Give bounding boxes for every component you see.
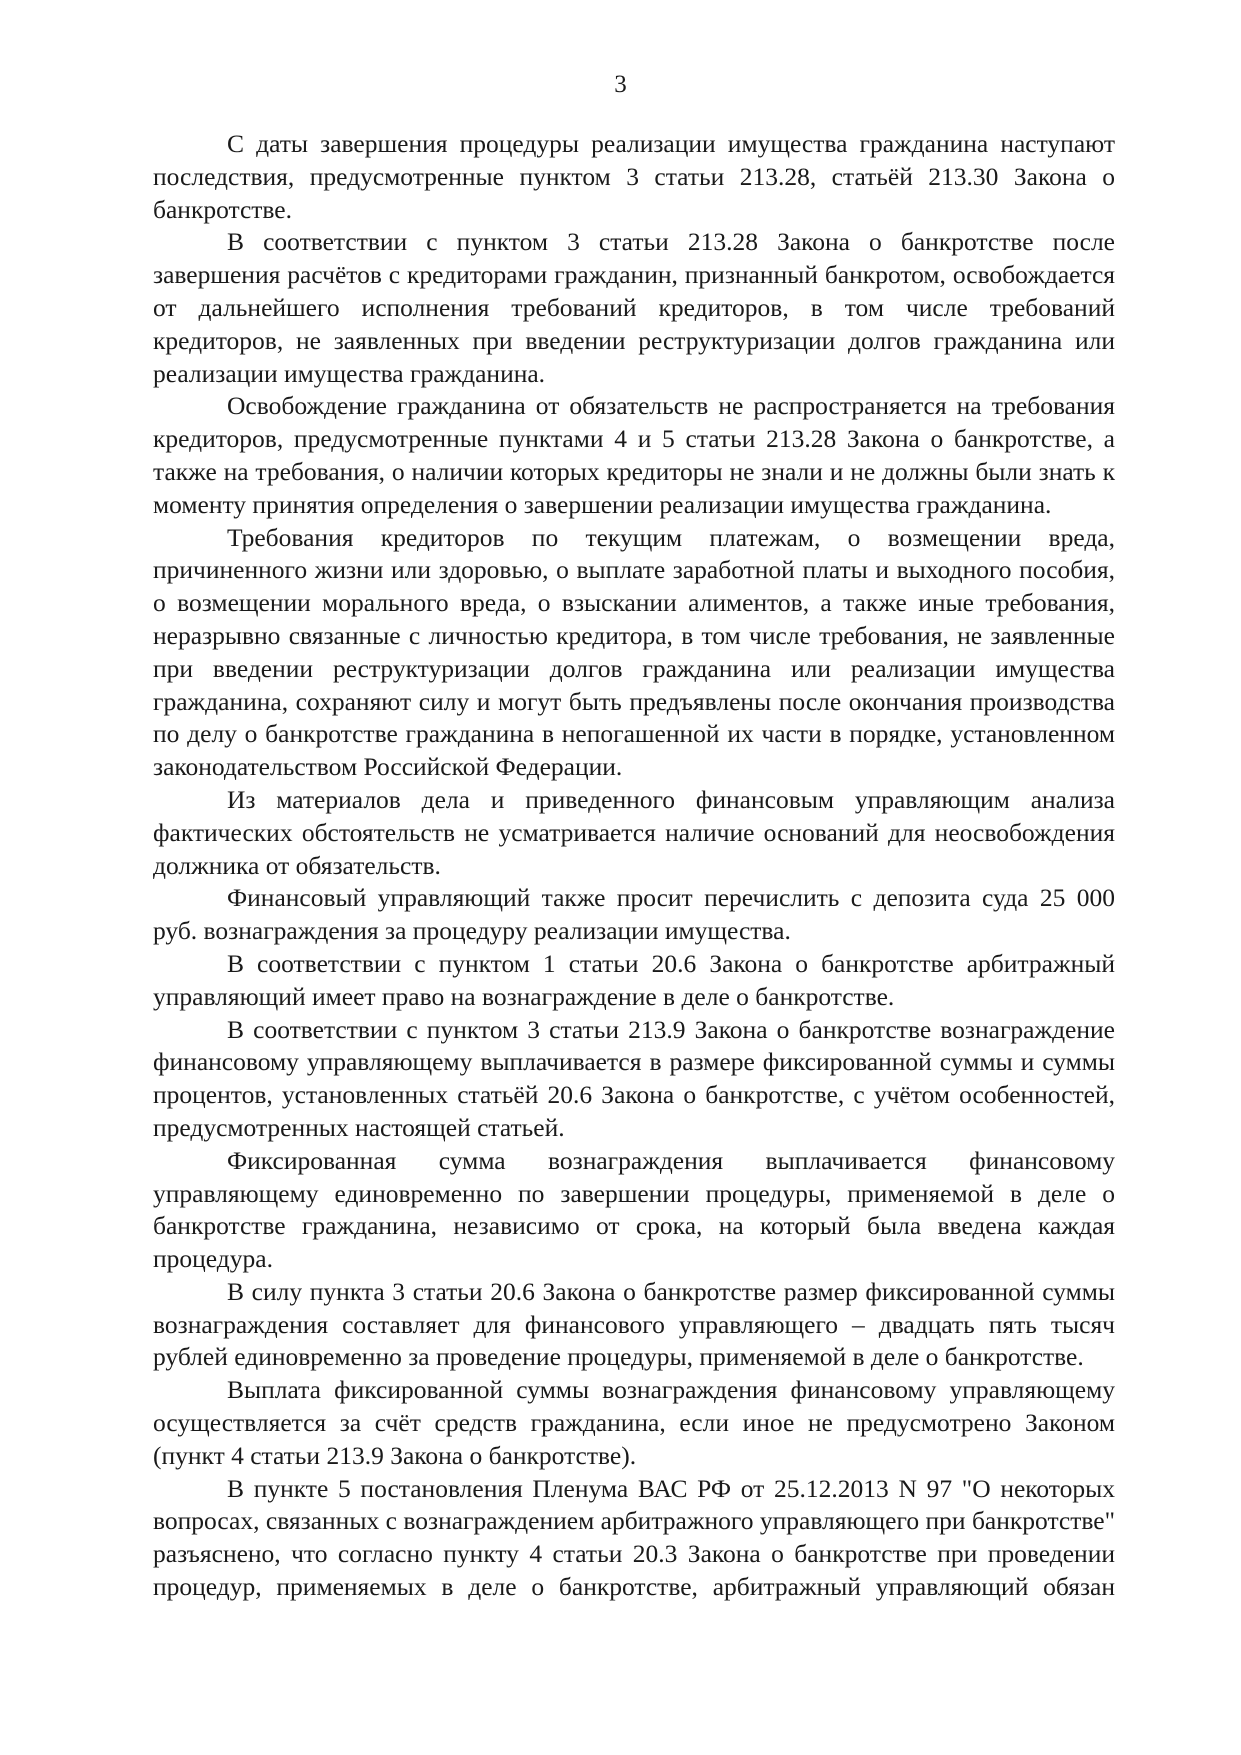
paragraph-11: Выплата фиксированной суммы вознаграждения финансовому управляющему осуществляется за счёт средств гражданина, если иное не предусмотрено Законом (пункт 4 статьи 213.9 Закона о банкротстве). — [153, 1375, 1115, 1470]
paragraph-9: Фиксированная сумма вознаграждения выплачивается финансовому управляющему единовременно по завершении процедуры, применяемой в деле о банкротстве гражданина, независимо от срока, на который была введена каждая процедура. — [153, 1145, 1115, 1274]
paragraph-4: Требования кредиторов по текущим платежам, о возмещении вреда, причиненного жизни или здоровью, о выплате заработной платы и выходного пособия, о возмещении морального вреда, о взыскании алиментов, а также иные требования, неразрывно связанные с личностью кредитора, в том числе требования, не заявленные при введении реструктуризации долгов гражданина или реализации имущества гражданина, сохраняют силу и могут быть предъявлены после окончания производства по делу о банкротстве гражданина в непогашенной их части в порядке, установленном законодательством Российской Федерации. — [153, 522, 1115, 782]
paragraph-6: Финансовый управляющий также просит перечислить с депозита суда 25 000 руб. вознаграждения за процедуру реализации имущества. — [153, 883, 1115, 946]
page-number: 3 — [614, 71, 627, 98]
paragraph-1: С даты завершения процедуры реализации имущества гражданина наступают последствия, предусмотренные пунктом 3 статьи 213.28, статьёй 213.30 Закона о банкротстве. — [153, 129, 1115, 224]
paragraph-8: В соответствии с пунктом 3 статьи 213.9 Закона о банкротстве вознаграждение финансовому управляющему выплачивается в размере фиксированной суммы и суммы процентов, установленных статьёй 20.6 Закона о банкротстве, с учётом особенностей, предусмотренных настоящей статьей. — [153, 1014, 1115, 1142]
paragraph-3: Освобождение гражданина от обязательств не распространяется на требования кредиторов, предусмотренные пунктами 4 и 5 статьи 213.28 Закона о банкротстве, а также на требования, о наличии которых кредиторы не знали и не должны были знать к моменту принятия определения о завершении реализации имущества гражданина. — [153, 391, 1115, 519]
paragraph-10: В силу пункта 3 статьи 20.6 Закона о банкротстве размер фиксированной суммы вознаграждения составляет для финансового управляющего – двадцать пять тысяч рублей единовременно за проведение процедуры, применяемой в деле о банкротстве. — [153, 1276, 1115, 1372]
paragraph-5: Из материалов дела и приведенного финансовым управляющим анализа фактических обстоятельств не усматривается наличие оснований для неосвобождения должника от обязательств. — [153, 784, 1115, 880]
paragraph-7: В соответствии с пунктом 1 статьи 20.6 Закона о банкротстве арбитражный управляющий имеет право на вознаграждение в деле о банкротстве. — [153, 948, 1115, 1011]
document-body — [153, 128, 1115, 1604]
paragraph-2: В соответствии с пунктом 3 статьи 213.28 Закона о банкротстве после завершения расчётов с кредиторами гражданин, признанный банкротом, освобождается от дальнейшего исполнения требований кредиторов, в том числе требований кредиторов, не заявленных при введении реструктуризации долгов гражданина или реализации имущества гражданина. — [153, 227, 1115, 388]
paragraph-12: В пункте 5 постановления Пленума ВАС РФ от 25.12.2013 N 97 "О некоторых вопросах, связанных с вознаграждением арбитражного управляющего при банкротстве" разъяснено, что согласно пункту 4 статьи 20.3 Закона о банкротстве при проведении процедур, применяемых в деле о банкротстве, арбитражный управляющий обязан — [153, 1473, 1115, 1602]
